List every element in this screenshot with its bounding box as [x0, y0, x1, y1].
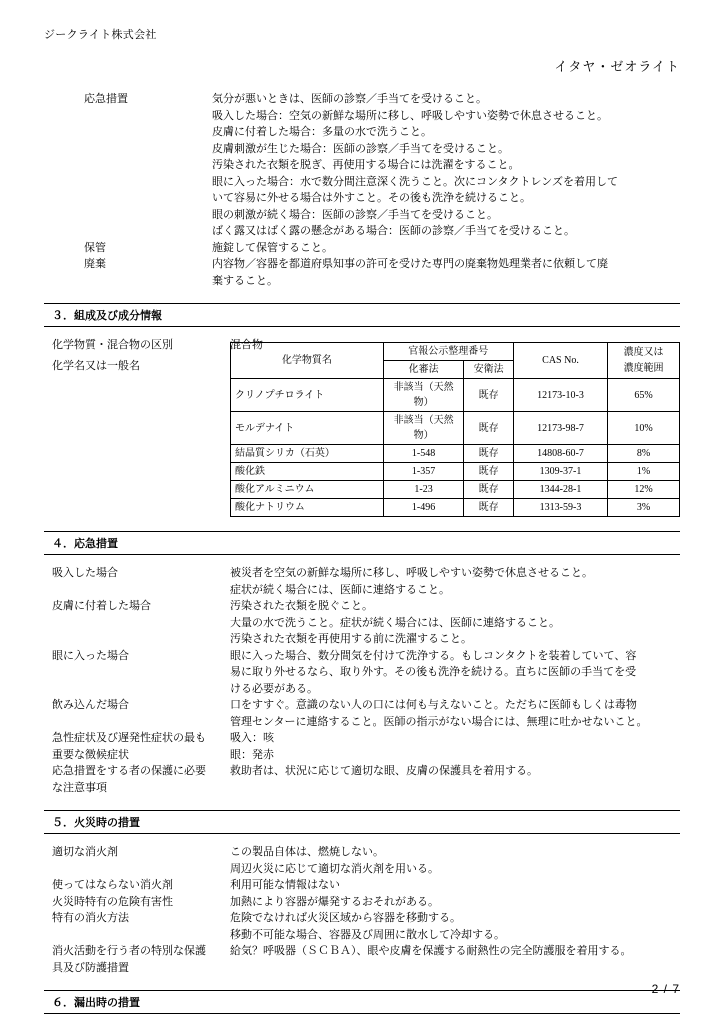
cell-chem: 1-23	[383, 481, 464, 499]
kv-row	[52, 943, 680, 976]
text-line: 口をすすぐ。意識のない人の口には何も与えないこと。ただちに医師もしくは毒物	[230, 699, 637, 711]
th-conc: 濃度又は	[608, 343, 680, 361]
text-line: 管理センターに連絡すること。医師の指示がない場合には、無理に吐かせないこと。	[230, 715, 648, 728]
text-line: 易に取り外せるなら、取り外す。その後も洗浄を続ける。直ちに医師の手当てを受	[230, 666, 637, 678]
text-line: 加熱により容器が爆発するおそれがある。	[230, 895, 439, 908]
kv-row	[52, 910, 680, 943]
text-line: 給気？呼吸器（ＳＣＢＡ）、眼や皮膚を保護する耐熱性の完全防護服を着用する。	[230, 945, 632, 957]
text-line: 汚染された衣類を脱ぐこと。	[230, 600, 373, 612]
text-line: 危険でなければ火災区域から容器を移動する。	[230, 912, 461, 924]
text-line: 周辺火災に応じて適切な消火剤を用いる。	[230, 862, 439, 875]
row-value	[212, 256, 680, 289]
row-label	[52, 730, 230, 763]
kv-row	[44, 91, 680, 240]
composition-table-wrap	[230, 342, 680, 517]
cell-safety: 既存	[464, 379, 513, 412]
cell-safety: 既存	[464, 481, 513, 499]
th-official: 官報公示整理番号	[383, 343, 513, 361]
text-line: 吸入：咳	[230, 732, 274, 744]
kv-row	[52, 844, 680, 877]
row-label	[52, 697, 230, 714]
row-label: 保管	[84, 241, 106, 254]
table-row	[231, 412, 680, 445]
cell-cas: 1344-28-1	[513, 481, 607, 499]
table-row	[231, 379, 680, 412]
label-line: 応急措置をする者の保護に必要	[52, 765, 206, 777]
label-line: 消火活動を行う者の特別な保護	[52, 945, 206, 957]
composition-table-body	[231, 379, 680, 517]
section-heading-4: ４．応急措置	[44, 531, 680, 555]
top-block	[44, 91, 680, 289]
cell-name: 結晶質シリカ（石英）	[231, 445, 384, 463]
label-line: 使ってはならない消火剤	[52, 879, 173, 891]
text-line: 施錠して保管すること。	[212, 241, 333, 254]
cell-safety: 既存	[464, 445, 513, 463]
cell-conc: 12%	[608, 481, 680, 499]
th-safety: 安衛法	[464, 361, 513, 379]
row-value	[230, 894, 680, 911]
text-line: 移動不可能な場合、容器及び周囲に散水して冷却する。	[230, 928, 505, 941]
label-line: な注意事項	[52, 781, 107, 794]
text-line: 内容物／容器を都道府県知事の許可を受けた専門の廃棄物処理業者に依頼して廃	[212, 258, 608, 270]
cell-safety: 既存	[464, 499, 513, 517]
cell-name: 酸化鉄	[231, 463, 384, 481]
text-line: 救助者は、状況に応じて適切な眼、皮膚の保護具を着用する。	[230, 765, 538, 777]
cell-conc: 1%	[608, 463, 680, 481]
row-label	[52, 894, 230, 911]
table-row	[231, 499, 680, 517]
row-value	[212, 240, 680, 257]
text-line: 皮膚刺激が生じた場合：医師の診察／手当てを受けること。	[212, 142, 509, 155]
label-line: 吸入した場合	[52, 567, 118, 579]
kv-row	[52, 894, 680, 911]
section-heading-3: ３．組成及び成分情報	[44, 303, 680, 327]
text-line: 気分が悪いときは、医師の診察／手当てを受けること。	[212, 93, 487, 105]
text-line: ける必要がある。	[230, 682, 318, 695]
cell-chem: 1-548	[383, 445, 464, 463]
kv-row	[44, 240, 680, 257]
text-line: 皮膚に付着した場合：多量の水で洗うこと。	[212, 126, 432, 138]
row-label	[52, 763, 230, 796]
row-value	[230, 598, 680, 648]
kv-row	[52, 697, 680, 730]
th-name: 化学物質名	[231, 343, 384, 379]
row-value	[230, 844, 680, 877]
text-line: 大量の水で洗うこと。症状が続く場合には、医師に連絡すること。	[230, 616, 560, 629]
cell-name: モルデナイト	[231, 412, 384, 445]
cell-safety: 既存	[464, 412, 513, 445]
cell-chem: 非該当（天然物）	[383, 379, 464, 412]
table-row	[231, 481, 680, 499]
kv-row	[52, 565, 680, 598]
text-line: 利用可能な情報はない	[230, 879, 340, 891]
text-line: 眼：発赤	[230, 748, 274, 761]
th-cas: CAS No.	[513, 343, 607, 379]
row-value: 混合物	[230, 339, 263, 351]
cell-chem: 1-357	[383, 463, 464, 481]
text-line: この製品自体は、燃焼しない。	[230, 846, 384, 858]
text-line: いて容易に外せる場合は外すこと。その後も洗浄を続けること。	[212, 192, 531, 204]
row-value	[230, 910, 680, 943]
product-name: イタヤ・ゼオライト	[554, 59, 680, 74]
table-row	[231, 445, 680, 463]
cell-conc: 65%	[608, 379, 680, 412]
page-number: 2 / 7	[651, 982, 680, 996]
row-value	[230, 877, 680, 894]
label-line: 適切な消火剤	[52, 846, 118, 858]
row-label	[52, 598, 230, 615]
text-line: ばく露又はばく露の懸念がある場合：医師の診察／手当てを受けること。	[212, 225, 575, 237]
company-name: ジークライト株式会社	[44, 29, 157, 41]
section4-body	[44, 565, 680, 796]
row-label: 廃棄	[84, 258, 106, 270]
kv-row	[52, 648, 680, 698]
row-label: 化学名又は一般名	[52, 359, 140, 372]
section-heading-5: ５．火災時の措置	[44, 810, 680, 834]
cell-name: 酸化アルミニウム	[231, 481, 384, 499]
cell-conc: 10%	[608, 412, 680, 445]
section5-body	[44, 844, 680, 976]
row-value	[230, 763, 680, 780]
kv-row	[52, 763, 680, 796]
label-line: 皮膚に付着した場合	[52, 600, 151, 612]
th-conc2: 濃度範囲	[608, 361, 680, 379]
cell-conc: 3%	[608, 499, 680, 517]
cell-safety: 既存	[464, 463, 513, 481]
row-value	[230, 648, 680, 698]
row-label	[52, 565, 230, 582]
label-line: 眼に入った場合	[52, 649, 129, 662]
row-label	[52, 877, 230, 894]
row-value	[230, 943, 680, 960]
row-value	[230, 697, 680, 730]
label-line: 急性症状及び遅発性症状の最も	[52, 732, 206, 744]
row-label	[52, 910, 230, 927]
label-line: 具及び防護措置	[52, 961, 129, 974]
text-line: 眼に入った場合：水で数分間注意深く洗うこと。次にコンタクトレンズを着用して	[212, 175, 618, 188]
kv-row	[44, 256, 680, 289]
label-line: 特有の消火方法	[52, 912, 129, 924]
cell-conc: 8%	[608, 445, 680, 463]
row-label: 応急措置	[84, 93, 128, 105]
section3-body	[44, 337, 680, 517]
row-label	[52, 648, 230, 665]
label-line: 飲み込んだ場合	[52, 699, 129, 711]
text-line: 眼に入った場合、数分間気を付けて洗浄する。もしコンタクトを装着していて、容	[230, 649, 637, 662]
kv-row	[52, 730, 680, 763]
cell-cas: 1313-59-3	[513, 499, 607, 517]
text-line: 汚染された衣類を再使用する前に洗濯すること。	[230, 633, 472, 645]
kv-row	[52, 598, 680, 648]
cell-cas: 12173-98-7	[513, 412, 607, 445]
cell-chem: 非該当（天然物）	[383, 412, 464, 445]
text-line: 棄すること。	[212, 274, 278, 287]
composition-table	[230, 342, 680, 517]
row-label	[52, 943, 230, 976]
text-line: 汚染された衣類を脱ぎ、再使用する場合には洗濯をすること。	[212, 159, 520, 171]
kv-row	[52, 877, 680, 894]
text-line: 被災者を空気の新鮮な場所に移し、呼吸しやすい姿勢で休息させること。	[230, 567, 593, 579]
cell-chem: 1-496	[383, 499, 464, 517]
row-value	[212, 91, 680, 240]
row-label: 化学物質・混合物の区別	[52, 339, 173, 351]
text-line: 症状が続く場合には、医師に連絡すること。	[230, 583, 450, 596]
cell-name: クリノプチロライト	[231, 379, 384, 412]
row-label	[52, 844, 230, 861]
cell-cas: 14808-60-7	[513, 445, 607, 463]
label-line: 重要な徴候症状	[52, 748, 129, 761]
cell-cas: 1309-37-1	[513, 463, 607, 481]
cell-cas: 12173-10-3	[513, 379, 607, 412]
section-heading-6: ６．漏出時の措置	[44, 990, 680, 1014]
row-value	[230, 565, 680, 598]
th-chem: 化審法	[383, 361, 464, 379]
text-line: 吸入した場合：空気の新鮮な場所に移し、呼吸しやすい姿勢で休息させること。	[212, 109, 608, 122]
cell-name: 酸化ナトリウム	[231, 499, 384, 517]
text-line: 眼の刺激が続く場合：医師の診察／手当てを受けること。	[212, 208, 498, 221]
table-header-row	[231, 343, 680, 361]
row-value	[230, 730, 680, 763]
label-line: 火災時特有の危険有害性	[52, 895, 173, 908]
table-row	[231, 463, 680, 481]
